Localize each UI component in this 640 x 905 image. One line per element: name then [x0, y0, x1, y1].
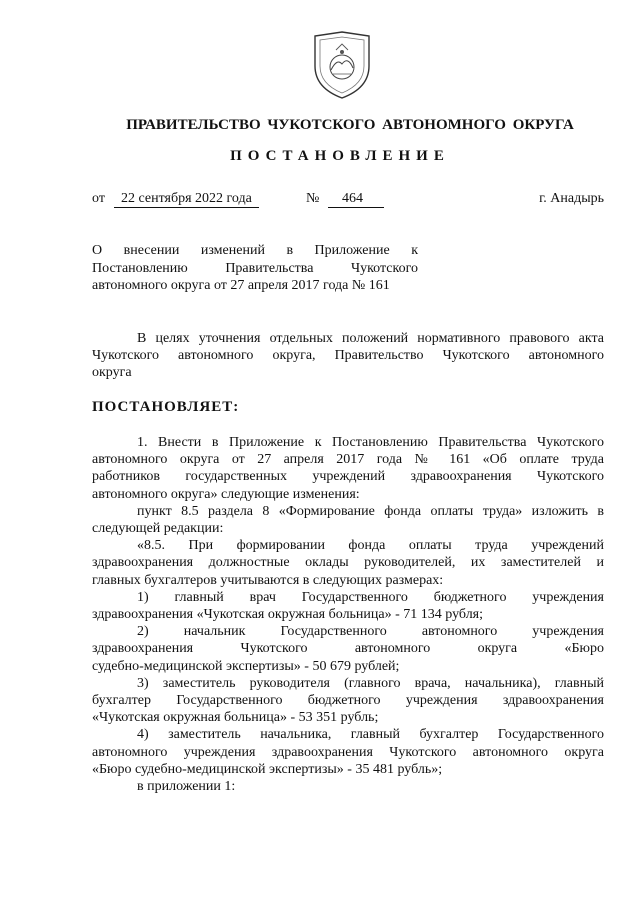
document-body — [92, 434, 604, 795]
body-line: главных бухгалтеров учитываются в следующих размерах: — [92, 572, 444, 588]
document-type-title: ПОСТАНОВЛЕНИЕ — [230, 148, 450, 164]
body-line: здравоохранения должностные оклады руководителей, их заместителей и — [92, 555, 604, 571]
body-line: автономного округа» следующие изменения: — [92, 486, 360, 502]
subject-line: О внесении изменений в Приложение к — [92, 243, 418, 258]
body-line: автономного учреждения здравоохранения Чукотского автономного округа — [92, 744, 604, 760]
intro-paragraph — [92, 330, 604, 381]
body-line: 1) главный врач Государственного бюджетного учреждения — [137, 589, 604, 605]
body-line: работников государственных учреждений здравоохранения Чукотского — [92, 469, 604, 485]
body-line: 1. Внести в Приложение к Постановлению Правительства Чукотского — [137, 435, 604, 450]
coat-of-arms-icon — [311, 30, 373, 100]
document-number: 464 — [328, 191, 384, 208]
body-line: автономного округа от 27 апреля 2017 года № 161 «Об оплате труда — [92, 452, 604, 468]
body-line: 4) заместитель начальника, главный бухгалтер Государственного — [137, 727, 604, 743]
body-line: 3) заместитель руководителя (главного врача, начальника), главный — [137, 675, 604, 691]
body-line: здравоохранения «Чукотская окружная больница» - 71 134 рубля; — [92, 607, 484, 623]
city-name: г. Анадырь — [539, 191, 604, 206]
government-title: ПРАВИТЕЛЬСТВО ЧУКОТСКОГО АВТОНОМНОГО ОКРУГА — [126, 117, 574, 133]
body-line: «Чукотская окружная больница» - 53 351 рубль; — [92, 710, 379, 726]
intro-line: В целях уточнения отдельных положений нормативного правового акта — [137, 331, 604, 346]
intro-line: Чукотского автономного округа, Правительство Чукотского автономного — [92, 348, 604, 363]
document-meta — [92, 191, 604, 211]
from-label: от — [92, 191, 105, 206]
intro-line: округа — [92, 365, 132, 380]
decree-heading: ПОСТАНОВЛЯЕТ: — [92, 399, 240, 415]
body-line: «Бюро судебно-медицинской экспертизы» - 35 481 рубль»; — [92, 761, 443, 777]
body-line: здравоохранения Чукотского автономного округа «Бюро — [92, 641, 604, 657]
body-line: 2) начальник Государственного автономного учреждения — [137, 624, 604, 640]
document-subject — [92, 242, 418, 295]
body-line: следующей редакции: — [92, 521, 224, 537]
body-line: пункт 8.5 раздела 8 «Формирование фонда оплаты труда» изложить в — [137, 503, 604, 519]
body-line: «8.5. При формировании фонда оплаты труда учреждений — [137, 538, 604, 554]
subject-line: Постановлению Правительства Чукотского — [92, 260, 418, 276]
number-label: № — [306, 191, 320, 206]
body-line: судебно-медицинской экспертизы» - 50 679 рублей; — [92, 658, 400, 674]
subject-line: автономного округа от 27 апреля 2017 года № 161 — [92, 278, 390, 293]
body-line: в приложении 1: — [137, 779, 236, 795]
body-line: бухгалтер Государственного бюджетного учреждения здравоохранения — [92, 693, 604, 709]
document-date: 22 сентября 2022 года — [114, 191, 259, 208]
